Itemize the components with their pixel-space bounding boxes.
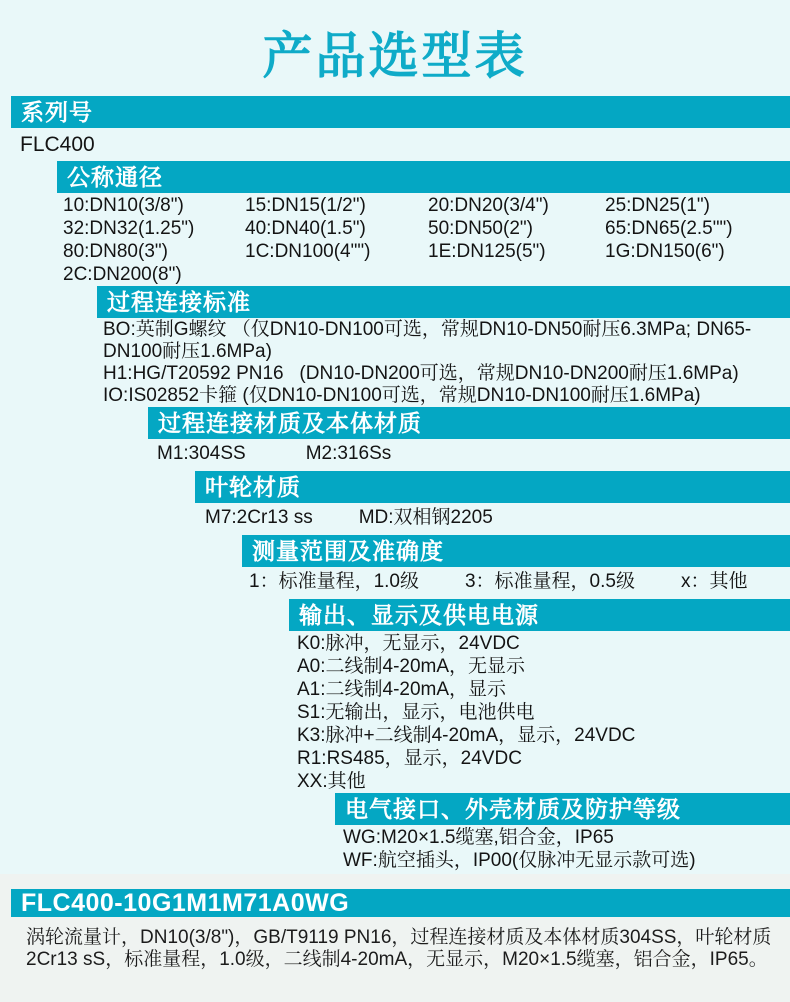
option-item: IO:IS02852卡箍 (仅DN10-DN100可选，常规DN10-DN100耐压1.6MPa) bbox=[103, 385, 701, 406]
option-item: M7:2Cr13 ss bbox=[205, 507, 313, 528]
section-header-electrical-housing-protection: 电气接口、外壳材质及防护等级 bbox=[335, 793, 790, 825]
option-item: M1:304SS bbox=[157, 443, 246, 464]
option-item: 1E:DN125(5") bbox=[428, 241, 546, 262]
option-item: 65:DN65(2.5"") bbox=[605, 218, 733, 239]
option-item: 20:DN20(3/4") bbox=[428, 195, 549, 216]
range-accuracy-option-list bbox=[249, 567, 790, 599]
series-value: FLC400 bbox=[20, 133, 95, 156]
connection-body-material-option-list bbox=[157, 439, 790, 471]
section-header-range-accuracy: 测量范围及准确度 bbox=[242, 535, 790, 567]
example-model-section bbox=[0, 874, 790, 1002]
option-item: 15:DN15(1/2") bbox=[245, 195, 366, 216]
nominal-diameter-option-list bbox=[63, 193, 790, 286]
option-item: WF:航空插头，IP00(仅脉冲无显示款可选) bbox=[343, 850, 696, 871]
section-header-output-display-power: 输出、显示及供电电源 bbox=[289, 599, 790, 631]
option-item: K3:脉冲+二线制4-20mA，显示，24VDC bbox=[297, 725, 636, 746]
section-header-process-connection-standard: 过程连接标准 bbox=[97, 286, 790, 318]
section-header-connection-body-material: 过程连接材质及本体材质 bbox=[148, 407, 790, 439]
option-item: WG:M20×1.5缆塞,铝合金，IP65 bbox=[343, 827, 614, 848]
section-header-impeller-material: 叶轮材质 bbox=[195, 471, 790, 503]
option-item: 32:DN32(1.25") bbox=[63, 218, 195, 239]
process-connection-standard-option-list bbox=[103, 318, 790, 407]
option-item: 3：标准量程，0.5级 bbox=[464, 571, 635, 592]
option-item: R1:RS485，显示，24VDC bbox=[297, 748, 522, 769]
option-item: 1G:DN150(6") bbox=[605, 241, 725, 262]
option-item: A1:二线制4-20mA，显示 bbox=[297, 679, 507, 700]
option-item: MD:双相钢2205 bbox=[358, 507, 493, 528]
option-item: 50:DN50(2") bbox=[428, 218, 533, 239]
output-display-power-option-list bbox=[297, 631, 790, 793]
option-item: M2:316Ss bbox=[305, 443, 392, 464]
option-item: H1:HG/T20592 PN16 (DN10-DN200可选，常规DN10-DN200耐压1.6MPa) bbox=[103, 363, 739, 384]
page-title: 产品选型表 bbox=[262, 28, 528, 84]
option-item: 1：标准量程，1.0级 bbox=[249, 571, 419, 592]
option-item: 80:DN80(3") bbox=[63, 241, 168, 262]
option-item: 2C:DN200(8") bbox=[63, 264, 182, 285]
option-item: S1:无输出，显示，电池供电 bbox=[297, 702, 535, 723]
option-item: 40:DN40(1.5") bbox=[245, 218, 366, 239]
impeller-material-option-list bbox=[205, 503, 790, 535]
electrical-housing-protection-option-list bbox=[343, 825, 790, 872]
example-model-description: 涡轮流量计，DN10(3/8")，GB/T9119 PN16，过程连接材质及本体材质304SS，叶轮材质2Cr13 sS，标准量程，1.0级，二线制4-20mA，无显示，M20×1.5缆塞，铝合金，IP65。 bbox=[26, 927, 772, 970]
example-model-number: FLC400-10G1M1M71A0WG bbox=[11, 889, 790, 917]
option-item: 25:DN25(1") bbox=[605, 195, 710, 216]
option-item: K0:脉冲，无显示，24VDC bbox=[297, 633, 520, 654]
option-item: 1C:DN100(4"") bbox=[245, 241, 371, 262]
section-header-nominal-diameter: 公称通径 bbox=[57, 161, 790, 193]
section-header-series: 系列号 bbox=[11, 96, 790, 128]
option-item: A0:二线制4-20mA，无显示 bbox=[297, 656, 526, 677]
option-item: 10:DN10(3/8") bbox=[63, 195, 184, 216]
option-item: BO:英制G螺纹 （仅DN10-DN100可选，常规DN10-DN50耐压6.3MPa; DN65-DN100耐压1.6MPa) bbox=[103, 319, 752, 362]
option-item: x：其他 bbox=[680, 571, 748, 592]
option-item: XX:其他 bbox=[297, 771, 366, 792]
